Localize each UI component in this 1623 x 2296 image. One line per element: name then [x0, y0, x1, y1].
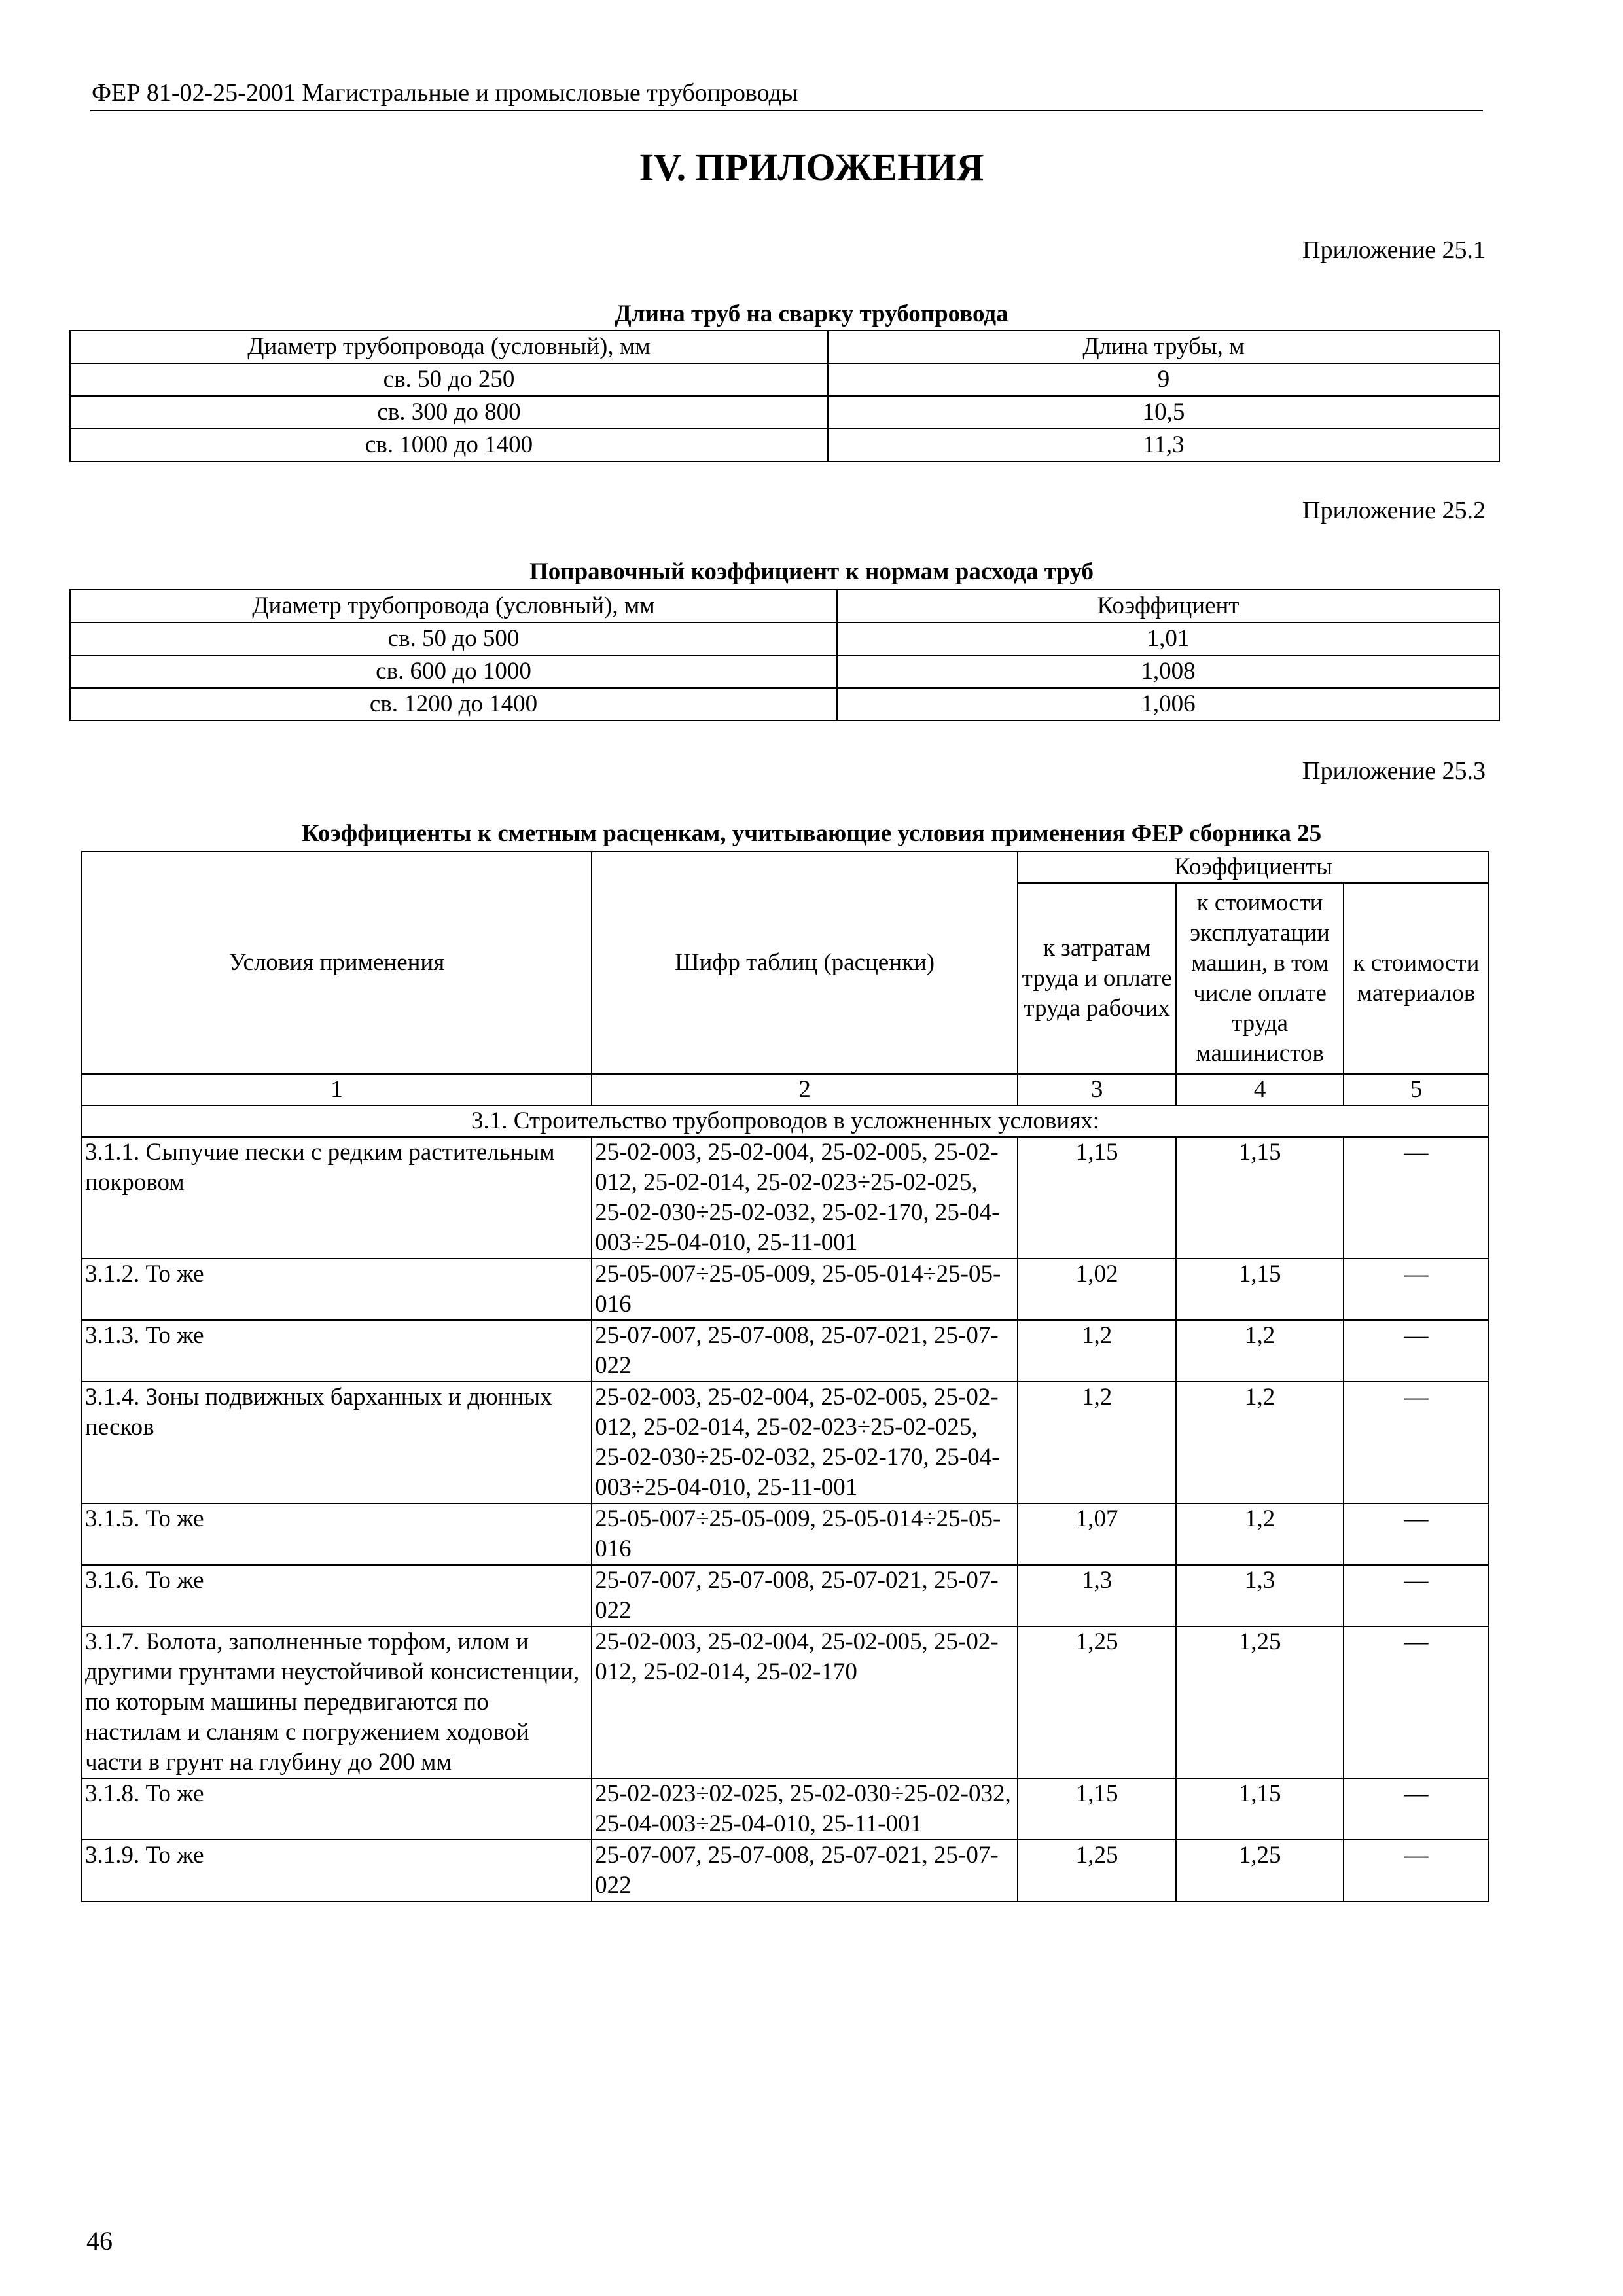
codes-cell: 25-07-007, 25-07-008, 25-07-021, 25-07-022	[592, 1320, 1018, 1382]
column-header-labor: к затратам труда и оплате труда рабочих	[1018, 883, 1176, 1074]
condition-cell: 3.1.1. Сыпучие пески с редким растительным покровом	[82, 1137, 592, 1259]
machines-coefficient-cell: 1,2	[1176, 1320, 1344, 1382]
running-header: ФЕР 81-02-25-2001 Магистральные и промысловые трубопроводы	[92, 79, 798, 107]
codes-cell: 25-07-007, 25-07-008, 25-07-021, 25-07-022	[592, 1565, 1018, 1626]
table-row	[70, 429, 1499, 461]
table-cell: св. 50 до 250	[70, 363, 828, 396]
machines-coefficient-cell: 1,3	[1176, 1565, 1344, 1626]
table-cell: св. 600 до 1000	[70, 655, 837, 688]
table-row	[82, 1382, 1489, 1503]
page-number: 46	[86, 2226, 113, 2255]
labor-coefficient-cell: 1,02	[1018, 1259, 1176, 1320]
column-header: Длина трубы, м	[828, 331, 1499, 363]
materials-coefficient-cell: —	[1344, 1503, 1489, 1565]
section-heading: 3.1. Строительство трубопроводов в усложненных условиях:	[82, 1105, 1489, 1137]
column-header-conditions: Условия применения	[82, 852, 592, 1074]
labor-coefficient-cell: 1,07	[1018, 1503, 1176, 1565]
table-cell: св. 300 до 800	[70, 396, 828, 429]
section-row	[82, 1105, 1489, 1137]
condition-cell: 3.1.8. То же	[82, 1778, 592, 1840]
machines-coefficient-cell: 1,2	[1176, 1382, 1344, 1503]
column-numbers-row	[82, 1074, 1489, 1105]
column-header-materials: к стоимости материалов	[1344, 883, 1489, 1074]
labor-coefficient-cell: 1,3	[1018, 1565, 1176, 1626]
labor-coefficient-cell: 1,25	[1018, 1626, 1176, 1778]
labor-coefficient-cell: 1,15	[1018, 1137, 1176, 1259]
codes-cell: 25-02-023÷02-025, 25-02-030÷25-02-032, 25-04-003÷25-04-010, 25-11-001	[592, 1778, 1018, 1840]
table-row	[82, 1840, 1489, 1901]
machines-coefficient-cell: 1,15	[1176, 1259, 1344, 1320]
condition-cell: 3.1.9. То же	[82, 1840, 592, 1901]
materials-coefficient-cell: —	[1344, 1840, 1489, 1901]
column-header-machines: к стоимости эксплуатации машин, в том числе оплате труда машинистов	[1176, 883, 1344, 1074]
table-cell: 1,008	[837, 655, 1499, 688]
column-header-coefficients: Коэффициенты	[1018, 852, 1489, 883]
column-header: Коэффициент	[837, 590, 1499, 622]
codes-cell: 25-02-003, 25-02-004, 25-02-005, 25-02-012, 25-02-014, 25-02-023÷25-02-025, 25-02-030÷25-02-032, 25-02-170, 25-04-003÷25-04-010, 25-11-001	[592, 1137, 1018, 1259]
labor-coefficient-cell: 1,2	[1018, 1320, 1176, 1382]
table-caption-25-1: Длина труб на сварку трубопровода	[615, 300, 1008, 327]
table-row	[82, 1778, 1489, 1840]
machines-coefficient-cell: 1,25	[1176, 1840, 1344, 1901]
table-row	[82, 1565, 1489, 1626]
materials-coefficient-cell: —	[1344, 1626, 1489, 1778]
column-header: Диаметр трубопровода (условный), мм	[70, 590, 837, 622]
table-row	[82, 1259, 1489, 1320]
machines-coefficient-cell: 1,15	[1176, 1778, 1344, 1840]
header-rule	[90, 110, 1483, 111]
codes-cell: 25-05-007÷25-05-009, 25-05-014÷25-05-016	[592, 1259, 1018, 1320]
table-row	[70, 396, 1499, 429]
machines-coefficient-cell: 1,25	[1176, 1626, 1344, 1778]
machines-coefficient-cell: 1,15	[1176, 1137, 1344, 1259]
pipe-length-table	[69, 330, 1500, 462]
column-number: 2	[592, 1074, 1018, 1105]
column-header: Диаметр трубопровода (условный), мм	[70, 331, 828, 363]
condition-cell: 3.1.6. То же	[82, 1565, 592, 1626]
materials-coefficient-cell: —	[1344, 1320, 1489, 1382]
table-cell: св. 50 до 500	[70, 622, 837, 655]
column-number: 3	[1018, 1074, 1176, 1105]
table-cell: 11,3	[828, 429, 1499, 461]
table-row	[70, 363, 1499, 396]
table-row	[82, 1137, 1489, 1259]
table-cell: 1,006	[837, 688, 1499, 721]
materials-coefficient-cell: —	[1344, 1778, 1489, 1840]
table-header-row	[82, 852, 1489, 883]
labor-coefficient-cell: 1,2	[1018, 1382, 1176, 1503]
materials-coefficient-cell: —	[1344, 1565, 1489, 1626]
codes-cell: 25-07-007, 25-07-008, 25-07-021, 25-07-022	[592, 1840, 1018, 1901]
correction-coefficient-table	[69, 589, 1500, 721]
table-header-row	[70, 590, 1499, 622]
table-header-row	[70, 331, 1499, 363]
codes-cell: 25-05-007÷25-05-009, 25-05-014÷25-05-016	[592, 1503, 1018, 1565]
column-number: 1	[82, 1074, 592, 1105]
page-title: IV. ПРИЛОЖЕНИЯ	[639, 146, 984, 188]
condition-cell: 3.1.4. Зоны подвижных барханных и дюнных песков	[82, 1382, 592, 1503]
codes-cell: 25-02-003, 25-02-004, 25-02-005, 25-02-012, 25-02-014, 25-02-170	[592, 1626, 1018, 1778]
table-cell: 10,5	[828, 396, 1499, 429]
materials-coefficient-cell: —	[1344, 1137, 1489, 1259]
table-cell: св. 1200 до 1400	[70, 688, 837, 721]
materials-coefficient-cell: —	[1344, 1382, 1489, 1503]
table-row	[82, 1626, 1489, 1778]
column-number: 4	[1176, 1074, 1344, 1105]
table-row	[82, 1320, 1489, 1382]
labor-coefficient-cell: 1,15	[1018, 1778, 1176, 1840]
application-coefficients-table	[81, 851, 1489, 1902]
table-row	[82, 1503, 1489, 1565]
column-header-codes: Шифр таблиц (расценки)	[592, 852, 1018, 1074]
labor-coefficient-cell: 1,25	[1018, 1840, 1176, 1901]
table-row	[70, 655, 1499, 688]
column-number: 5	[1344, 1074, 1489, 1105]
table-row	[70, 622, 1499, 655]
table-caption-25-3: Коэффициенты к сметным расценкам, учитывающие условия применения ФЕР сборника 25	[301, 820, 1322, 847]
table-row	[70, 688, 1499, 721]
appendix-label-25-1: Приложение 25.1	[1302, 236, 1486, 264]
appendix-label-25-3: Приложение 25.3	[1302, 757, 1486, 785]
table-cell: 1,01	[837, 622, 1499, 655]
condition-cell: 3.1.3. То же	[82, 1320, 592, 1382]
appendix-label-25-2: Приложение 25.2	[1302, 497, 1486, 524]
materials-coefficient-cell: —	[1344, 1259, 1489, 1320]
condition-cell: 3.1.7. Болота, заполненные торфом, илом и другими грунтами неустойчивой консистенции, по которым машины передвигаются по настилам и сланям с погружением ходовой части в грунт на глубину до 200 мм	[82, 1626, 592, 1778]
condition-cell: 3.1.5. То же	[82, 1503, 592, 1565]
table-caption-25-2: Поправочный коэффициент к нормам расхода труб	[529, 558, 1094, 585]
table-cell: 9	[828, 363, 1499, 396]
machines-coefficient-cell: 1,2	[1176, 1503, 1344, 1565]
condition-cell: 3.1.2. То же	[82, 1259, 592, 1320]
codes-cell: 25-02-003, 25-02-004, 25-02-005, 25-02-012, 25-02-014, 25-02-023÷25-02-025, 25-02-030÷25-02-032, 25-02-170, 25-04-003÷25-04-010, 25-11-001	[592, 1382, 1018, 1503]
table-cell: св. 1000 до 1400	[70, 429, 828, 461]
